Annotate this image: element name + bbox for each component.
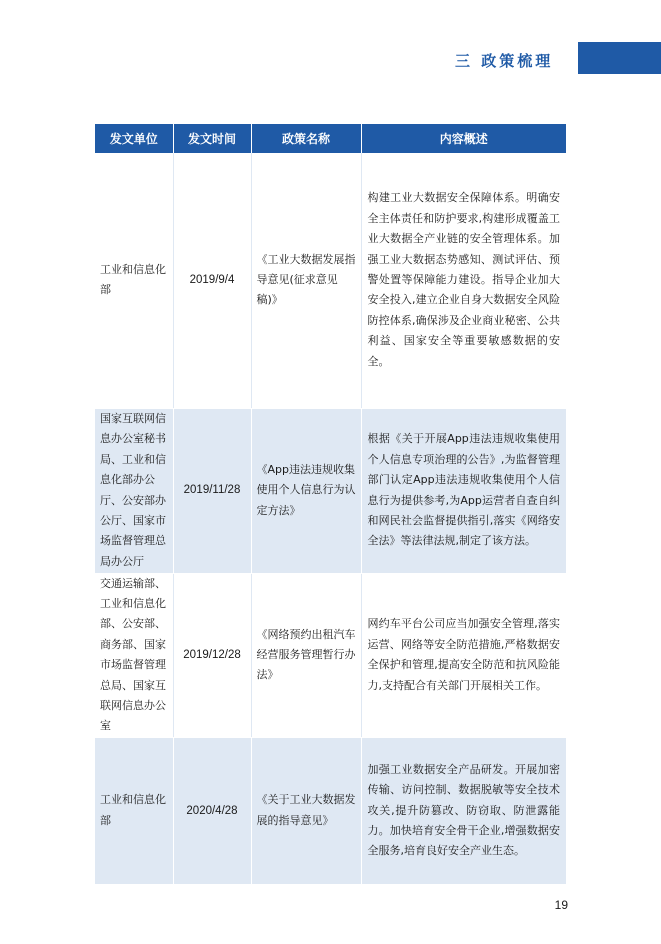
page-number: 19 [554,898,568,912]
cell-name: 《关于工业大数据发展的指导意见》 [251,737,361,884]
table-row [95,408,566,573]
cell-unit: 工业和信息化部 [95,153,173,408]
policy-table [95,124,566,885]
cell-date: 2020/4/28 [173,737,251,884]
cell-summary: 网约车平台公司应当加强安全管理,落实运营、网络等安全防范措施,严格数据安全保护和管理,提高安全防范和抗风险能力,支持配合有关部门开展相关工作。 [361,573,566,737]
cell-date: 2019/9/4 [173,153,251,408]
cell-date: 2019/12/28 [173,573,251,737]
cell-name: 《工业大数据发展指导意见(征求意见稿)》 [251,153,361,408]
cell-summary: 构建工业大数据安全保障体系。明确安全主体责任和防护要求,构建形成覆盖工业大数据全产业链的安全管理体系。加强工业大数据态势感知、测试评估、预警处置等保障能力建设。指导企业加大安全投入,建立企业自身大数据安全风险防控体系,确保涉及企业商业秘密、公共利益、国家安全等重要敏感数据的安全。 [361,153,566,408]
cell-unit: 交通运输部、工业和信息化部、公安部、商务部、国家市场监督管理总局、国家互联网信息办公室 [95,573,173,737]
cell-summary: 加强工业数据安全产品研发。开展加密传输、访问控制、数据脱敏等安全技术攻关,提升防篡改、防窃取、防泄露能力。加快培育安全骨干企业,增强数据安全服务,培育良好安全产业生态。 [361,737,566,884]
header-name: 政策名称 [251,124,361,153]
header-date: 发文时间 [173,124,251,153]
table-row [95,153,566,408]
table-header-row [95,124,566,153]
section-title: 三 政策梳理 [455,52,554,70]
cell-name: 《网络预约出租汽车经营服务管理暂行办法》 [251,573,361,737]
header-accent-bar [578,42,661,74]
cell-summary: 根据《关于开展App违法违规收集使用个人信息专项治理的公告》,为监督管理部门认定App违法违规收集使用个人信息行为提供参考,为App运营者自查自纠和网民社会监督提供指引,落实《网络安全法》等法律法规,制定了该方法。 [361,408,566,573]
cell-date: 2019/11/28 [173,408,251,573]
cell-unit: 工业和信息化部 [95,737,173,884]
cell-name: 《App违法违规收集使用个人信息行为认定方法》 [251,408,361,573]
table-row [95,573,566,737]
header-summary: 内容概述 [361,124,566,153]
header-unit: 发文单位 [95,124,173,153]
table-row [95,737,566,884]
cell-unit: 国家互联网信息办公室秘书局、工业和信息化部办公厅、公安部办公厅、国家市场监督管理总局办公厅 [95,408,173,573]
